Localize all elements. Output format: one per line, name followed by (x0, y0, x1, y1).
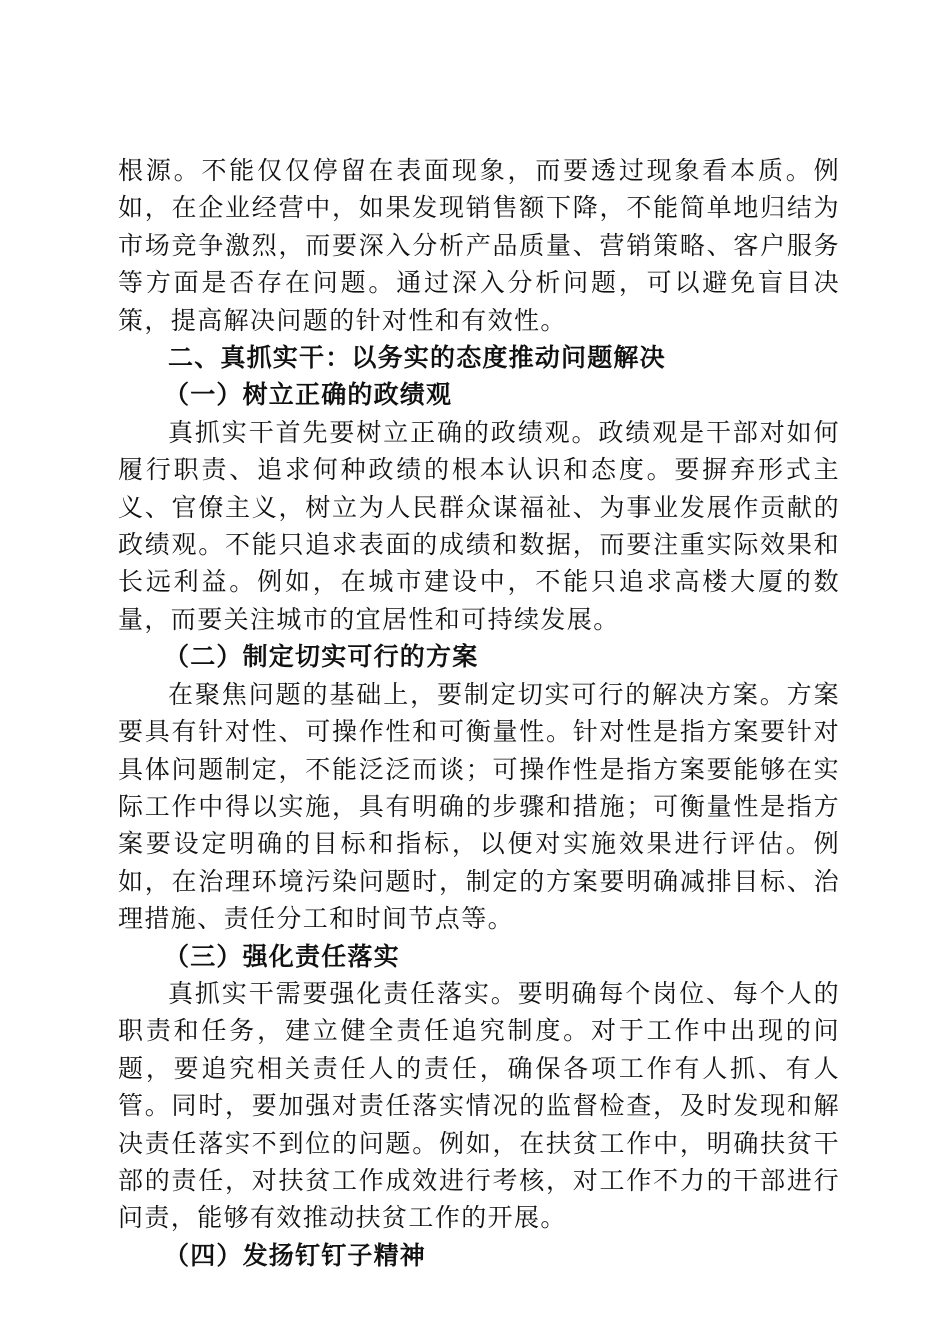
subsection-heading-4: （四）发扬钉钉子精神 (164, 1240, 427, 1270)
subsection-heading-1: （一）树立正确的政绩观 (164, 380, 453, 410)
paragraph-root-cause: 根源。不能仅仅停留在表面现象，而要透过现象看本质。例如，在企业经营中，如果发现销售额下降，不能简单地归结为市场竞争激烈，而要深入分析产品质量、营销策略、客户服务等方面是否存在问题。通过深入分析问题，可以避免盲目决策，提高解决问题的针对性和有效性。 (118, 156, 840, 335)
subsection-heading-3: （三）强化责任落实 (164, 941, 400, 971)
paragraph-feasible-plan: 在聚焦问题的基础上，要制定切实可行的解决方案。方案要具有针对性、可操作性和可衡量性。针对性是指方案要针对具体问题制定，不能泛泛而谈；可操作性是指方案要能够在实际工作中得以实施，具有明确的步骤和措施；可衡量性是指方案要设定明确的目标和指标，以便对实施效果进行评估。例如，在治理环境污染问题时，制定的方案要明确减排目标、治理措施、责任分工和时间节点等。 (118, 679, 840, 934)
paragraph-responsibility: 真抓实干需要强化责任落实。要明确每个岗位、每个人的职责和任务，建立健全责任追究制度。对于工作中出现的问题，要追究相关责任人的责任，确保各项工作有人抓、有人管。同时，要加强对责任落实情况的监督检查，及时发现和解决责任落实不到位的问题。例如，在扶贫工作中，明确扶贫干部的责任，对扶贫工作成效进行考核，对工作不力的干部进行问责，能够有效推动扶贫工作的开展。 (118, 978, 840, 1233)
paragraph-performance-view: 真抓实干首先要树立正确的政绩观。政绩观是干部对如何履行职责、追求何种政绩的根本认识和态度。要摒弃形式主义、官僚主义，树立为人民群众谋福祉、为事业发展作贡献的政绩观。不能只追求表面的成绩和数据，而要注重实际效果和长远利益。例如，在城市建设中，不能只追求高楼大厦的数量，而要关注城市的宜居性和可持续发展。 (118, 417, 840, 634)
subsection-heading-2: （二）制定切实可行的方案 (164, 642, 479, 672)
section-heading-2: 二、真抓实干：以务实的态度推动问题解决 (168, 343, 666, 373)
document-body (118, 152, 840, 1274)
